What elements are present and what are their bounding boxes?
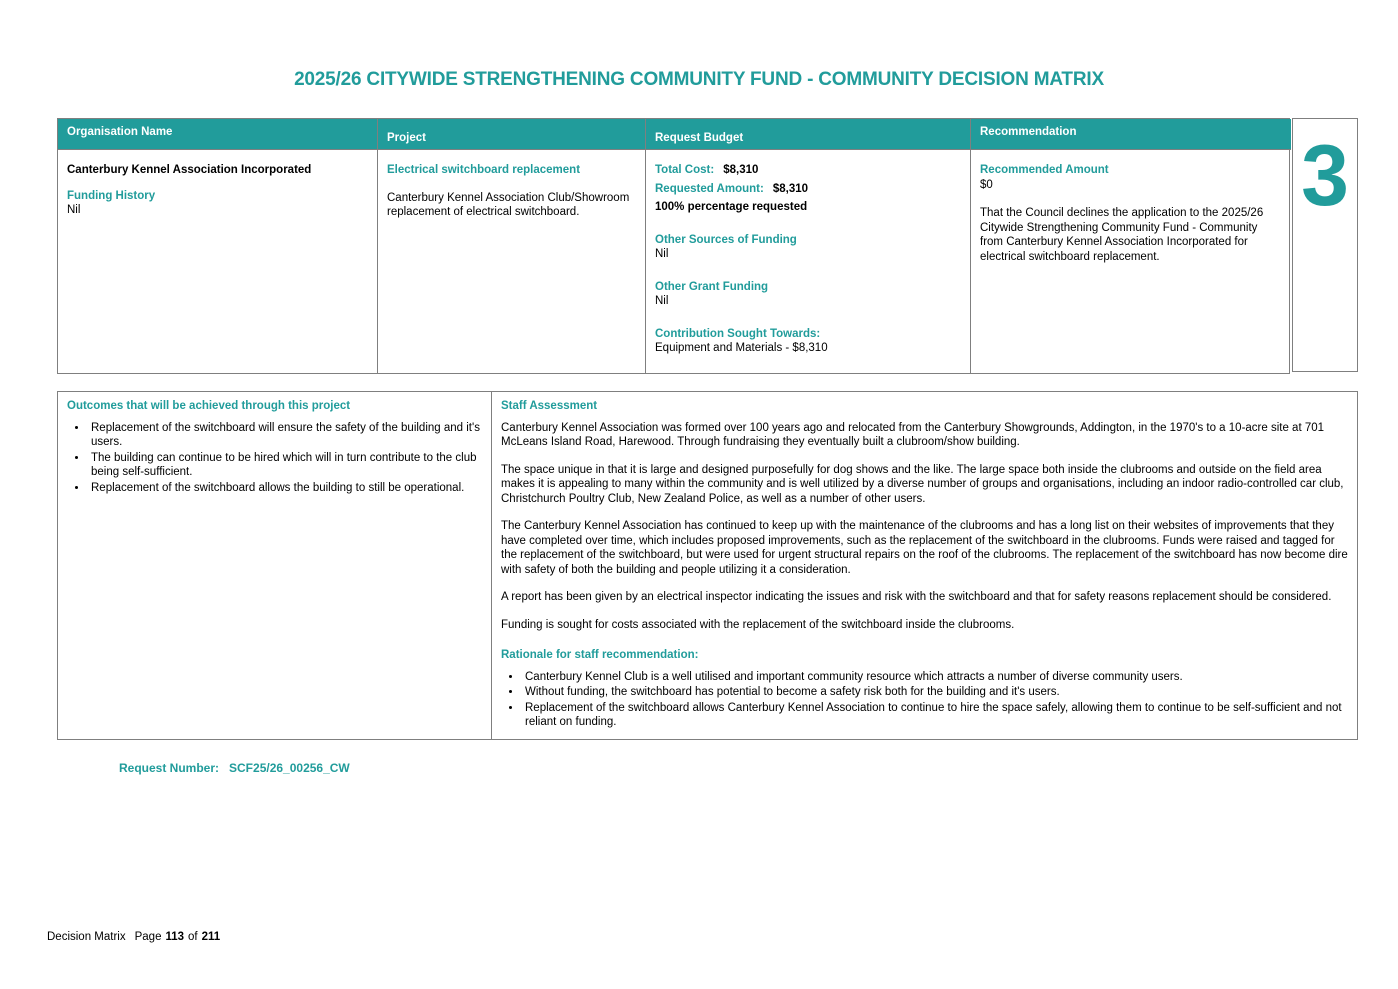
column-header-recommendation xyxy=(971,119,1291,149)
recommended-amount-heading: Recommended Amount xyxy=(980,164,1109,176)
recommendation-cell xyxy=(971,149,1291,373)
contribution-value: Equipment and Materials - $8,310 xyxy=(655,342,828,354)
other-grant-value: Nil xyxy=(655,295,669,307)
contribution-group xyxy=(655,327,960,356)
assessment-paragraph: The Canterbury Kennel Association has continued to keep up with the maintenance of the clubrooms and has a long list on their websites of improvements that they have completed over time, which includes proposed improvements, such as the replacement of the switchboard in the clubrooms. Funds were raised and tagged for the replacement of the switchboard, but were used for urgent structural repairs on the roof of the clubrooms. The replacement of the switchboard has now become dire with safety of both the building and people utilizing it a consideration. xyxy=(501,520,1348,576)
outcomes-heading: Outcomes that will be achieved through this project xyxy=(67,400,351,412)
outcome-item: • The building can continue to be hired which will in turn contribute to the club being self-sufficient. xyxy=(88,451,482,480)
other-sources-heading: Other Sources of Funding xyxy=(655,233,797,246)
total-cost-value: $8,310 xyxy=(723,164,759,176)
rationale-heading: Rationale for staff recommendation: xyxy=(501,649,699,661)
outcome-item: • Replacement of the switchboard will ensure the safety of the building and it's users. xyxy=(88,421,482,450)
decision-matrix-row xyxy=(57,118,1358,374)
footer-page-label: Page xyxy=(134,931,162,943)
assessment-paragraph: A report has been given by an electrical inspector indicating the issues and risk with the switchboard and that for safety reasons replacement should be considered. xyxy=(501,591,1332,603)
footer xyxy=(47,931,224,943)
request-number-line xyxy=(119,761,1358,775)
percentage-requested-line: 100% percentage requested xyxy=(655,201,808,213)
staff-assessment-cell xyxy=(492,392,1359,739)
column-header-project-label: Project xyxy=(387,132,426,144)
other-sources-value: Nil xyxy=(655,248,669,260)
other-sources-group xyxy=(655,233,960,262)
requested-amount-label: Requested Amount: xyxy=(655,182,764,195)
outcomes-list xyxy=(67,421,482,496)
total-cost-line xyxy=(655,163,960,178)
contribution-heading: Contribution Sought Towards: xyxy=(655,327,821,340)
column-header-project xyxy=(378,119,646,149)
footer-of-label: of xyxy=(188,931,198,943)
project-description: Canterbury Kennel Association Club/Showroom replacement of electrical switchboard. xyxy=(387,191,630,218)
outcomes-cell xyxy=(58,392,492,739)
budget-cell xyxy=(646,149,971,373)
rationale-item: • Canterbury Kennel Club is a well utilised and important community resource which attracts a number of diverse community users. xyxy=(522,670,1350,685)
requested-amount-value: $8,310 xyxy=(772,182,809,195)
assessment-paragraph: Funding is sought for costs associated with the replacement of the switchboard inside the clubrooms. xyxy=(501,618,1015,631)
organisation-cell xyxy=(58,149,378,373)
rationale-list xyxy=(501,670,1350,730)
project-cell xyxy=(378,149,646,373)
request-number-label: Request Number: xyxy=(119,760,220,775)
decision-matrix-table xyxy=(57,118,1290,374)
outcome-item: • Replacement of the switchboard allows the building to still be operational. xyxy=(88,481,482,496)
column-header-budget-label: Request Budget xyxy=(655,132,744,144)
footer-page-number: 113 xyxy=(165,931,185,943)
request-number-value: SCF25/26_00256_CW xyxy=(229,760,350,775)
column-header-organisation xyxy=(58,119,378,149)
staff-assessment-heading: Staff Assessment xyxy=(501,400,598,412)
requested-amount-line xyxy=(655,182,960,197)
funding-history-value: Nil xyxy=(67,204,81,216)
rationale-item: • Without funding, the switchboard has potential to become a safety risk both for the building and it's users. xyxy=(522,685,1350,700)
page-title: 2025/26 CITYWIDE STRENGTHENING COMMUNITY FUND - COMMUNITY DECISION MATRIX xyxy=(294,69,1104,90)
tables-wrap xyxy=(57,118,1358,775)
funding-history-heading: Funding History xyxy=(67,189,156,202)
total-cost-label: Total Cost: xyxy=(655,164,715,176)
recommendation-text: That the Council declines the application to the 2025/26 Citywide Strengthening Community Fund - Community from Canterbury Kennel Association Incorporated for electrical switchboard replacement. xyxy=(980,207,1264,263)
footer-doc-name: Decision Matrix xyxy=(47,931,126,943)
footer-total-pages: 211 xyxy=(201,931,221,943)
assessment-paragraph: The space unique in that it is large and designed purposefully for dog shows and the like. The large space both inside the clubrooms and outside on the field area makes it is appealing to many within the community and is well utilized by a diverse number of groups and organisations, including an indoor radio-controlled car club, Christchurch Poultry Club, New Zealand Police, as well as a number of other users. xyxy=(501,463,1344,505)
recommended-amount-value: $0 xyxy=(980,178,993,191)
organisation-name: Canterbury Kennel Association Incorporated xyxy=(67,164,312,176)
other-grant-heading: Other Grant Funding xyxy=(655,280,769,293)
priority-rank-box xyxy=(1292,118,1358,372)
other-grant-group xyxy=(655,280,960,309)
project-title: Electrical switchboard replacement xyxy=(387,164,581,176)
column-header-recommendation-label: Recommendation xyxy=(980,126,1077,138)
outcomes-assessment-table xyxy=(57,391,1358,740)
column-header-budget xyxy=(646,119,971,149)
column-header-organisation-label: Organisation Name xyxy=(67,126,173,138)
rationale-item: • Replacement of the switchboard allows Canterbury Kennel Association to continue to hire the space safely, allowing them to continue to be self-sufficient and not reliant on funding. xyxy=(522,701,1350,730)
priority-rank: 3 xyxy=(1301,128,1349,224)
assessment-paragraph: Canterbury Kennel Association was formed over 100 years ago and relocated from the Canterbury Showgrounds, Addington, in the 1970's to a 10-acre site at 701 McLeans Island Road, Harewood. Through fundraising they eventually built a clubroom/show building. xyxy=(501,421,1325,448)
